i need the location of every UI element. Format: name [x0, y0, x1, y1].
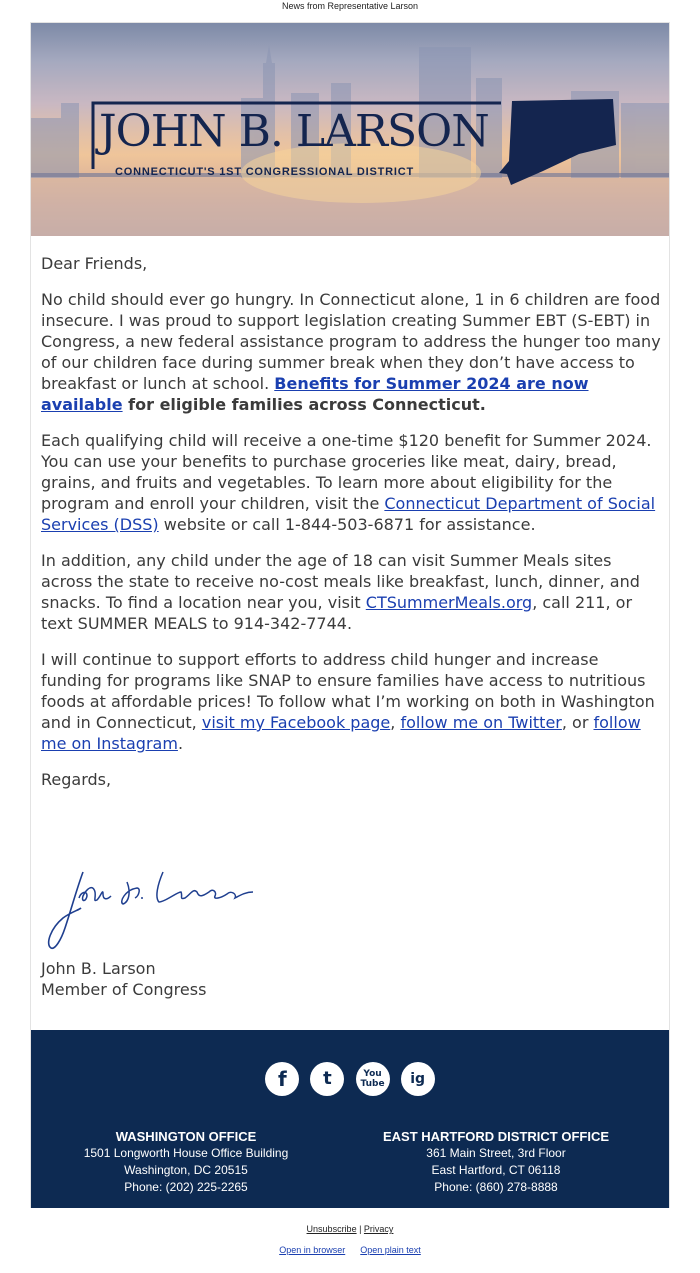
twitter-icon[interactable] — [310, 1062, 344, 1096]
link-separator: | — [356, 1224, 364, 1234]
open-plain-text-link[interactable]: Open plain text — [360, 1245, 421, 1255]
district-office-line1: 361 Main Street, 3rd Floor — [426, 1146, 566, 1160]
district-office — [346, 1128, 646, 1196]
paragraph-3 — [41, 550, 663, 634]
dss-link[interactable]: Connecticut Department of Social Services (DSS) — [41, 494, 656, 534]
youtube-glyph: You Tube — [360, 1069, 385, 1089]
instagram-link[interactable]: follow me on Instagram — [41, 713, 641, 753]
social-icons — [31, 1062, 669, 1096]
signer-title: Member of Congress — [41, 980, 207, 999]
header-banner — [31, 23, 669, 236]
ctsummermeals-link[interactable]: CTSummerMeals.org — [365, 593, 533, 612]
district-office-line2: East Hartford, CT 06118 — [431, 1163, 561, 1177]
open-in-browser-link[interactable]: Open in browser — [279, 1245, 346, 1255]
instagram-glyph: ig — [410, 1071, 426, 1087]
twitter-glyph: t — [323, 1068, 332, 1089]
instagram-icon[interactable] — [401, 1062, 435, 1096]
washington-office-line1: 1501 Longworth House Office Building — [83, 1146, 289, 1160]
signer-name: John B. Larson — [41, 959, 156, 978]
header-district: CONNECTICUT'S 1ST CONGRESSIONAL DISTRICT — [115, 166, 415, 178]
separator: , — [390, 713, 401, 732]
youtube-icon[interactable] — [356, 1062, 390, 1096]
period: . — [177, 734, 184, 753]
washington-office — [36, 1128, 336, 1196]
footer — [31, 1030, 669, 1208]
paragraph-4-text: I will continue to support efforts to address child hunger and increase funding for programs like SNAP to ensure families have access to nutritious foods at affordable prices! To follow what I’m working on both in Washington and in Connecticut, — [41, 650, 655, 732]
washington-office-phone: Phone: (202) 225-2265 — [124, 1180, 248, 1194]
unsubscribe-row — [0, 1224, 700, 1234]
facebook-icon[interactable] — [265, 1062, 299, 1096]
paragraph-1-bold: for eligible families across Connecticut. — [122, 395, 486, 414]
paragraph-1-text: No child should ever go hungry. In Connecticut alone, 1 in 6 children are food insecure. I was proud to support legislation creating Summer EBT (S-EBT) in Congress, a new federal assistance program to address the hunger too many of our children face during summer break when they don’t have access to breakfast or lunch at school. — [41, 290, 661, 393]
district-office-phone: Phone: (860) 278-8888 — [434, 1180, 558, 1194]
paragraph-2-text: Each qualifying child will receive a one-time $120 benefit for Summer 2024. You can use your benefits to purchase groceries like meat, dairy, bread, grains, and fruits and vegetables. To learn more about eligibility for the program and enroll your children, visit the — [41, 431, 652, 513]
unsubscribe-link[interactable]: Unsubscribe — [306, 1224, 357, 1234]
greeting: Dear Friends, — [41, 254, 148, 273]
header-name: JOHN B. LARSON — [99, 106, 489, 157]
email-card — [30, 22, 670, 1208]
signer-block — [41, 958, 206, 1000]
facebook-glyph: f — [278, 1067, 287, 1091]
benefits-link[interactable]: Benefits for Summer 2024 are now available — [41, 374, 589, 414]
paragraph-4 — [41, 649, 663, 754]
paragraph-3-text: In addition, any child under the age of 18 can visit Summer Meals sites across the state to receive no-cost meals like breakfast, lunch, dinner, and snacks. To find a location near you, visit — [41, 551, 640, 612]
open-links-row — [0, 1245, 700, 1255]
district-office-title: EAST HARTFORD DISTRICT OFFICE — [382, 1129, 610, 1144]
twitter-link[interactable]: follow me on Twitter — [400, 713, 562, 732]
letter-body — [41, 253, 663, 805]
facebook-link[interactable]: visit my Facebook page — [201, 713, 391, 732]
paragraph-2-after: website or call 1-844-503-6871 for assistance. — [158, 515, 536, 534]
closing: Regards, — [41, 770, 112, 789]
preheader-text: News from Representative Larson — [281, 1, 419, 11]
washington-office-title: WASHINGTON OFFICE — [115, 1129, 257, 1144]
separator: , or — [561, 713, 594, 732]
privacy-link[interactable]: Privacy — [363, 1224, 394, 1234]
paragraph-3-after: , call 211, or text SUMMER MEALS to 914-342-7744. — [41, 593, 633, 633]
washington-office-line2: Washington, DC 20515 — [124, 1163, 248, 1177]
paragraph-2 — [41, 430, 663, 535]
paragraph-1 — [41, 289, 663, 415]
signature-image — [41, 858, 261, 953]
